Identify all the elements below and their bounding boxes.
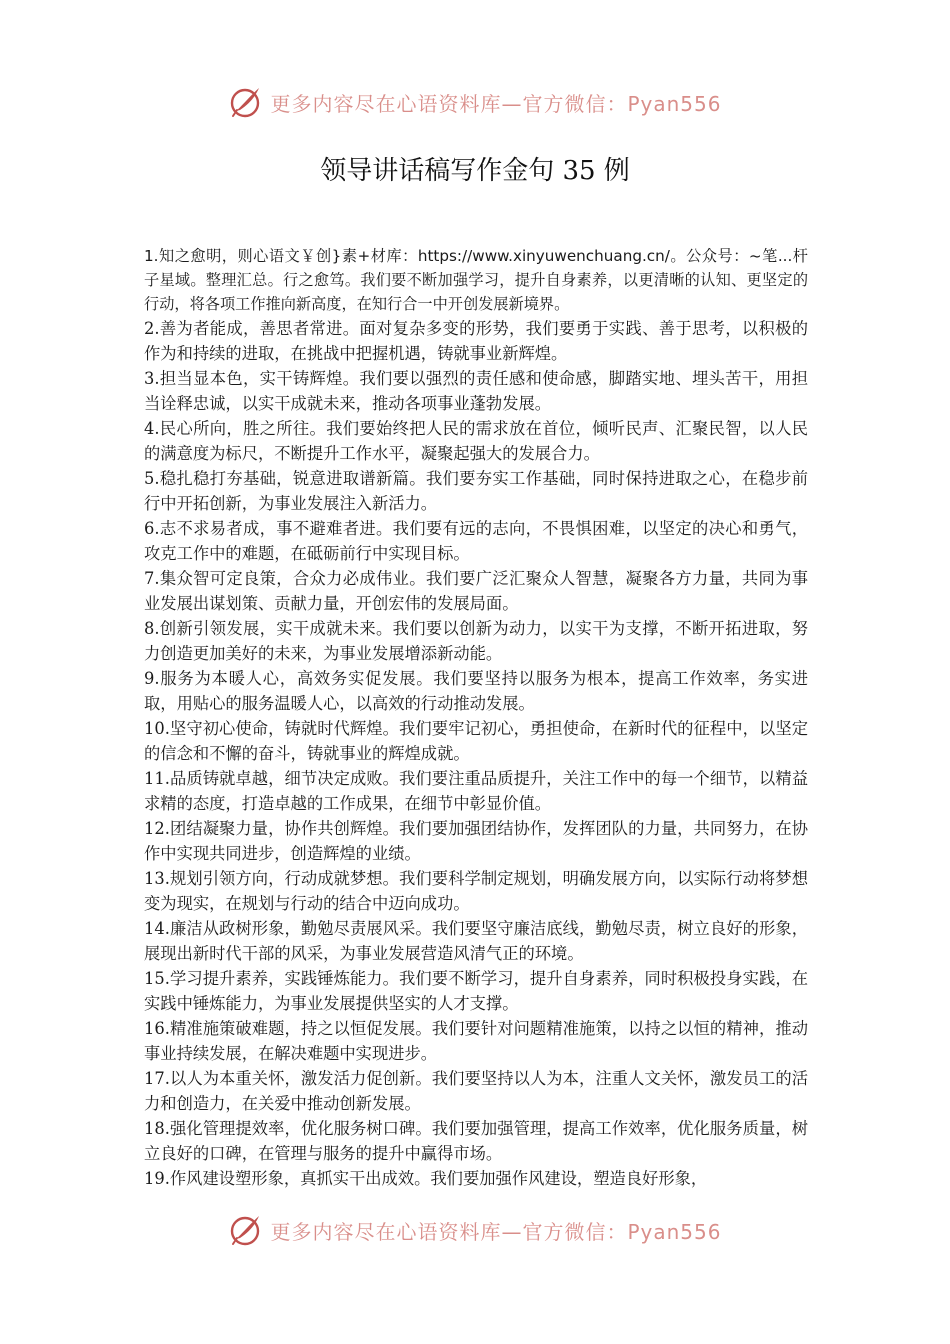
document-body [144, 244, 808, 1191]
paragraph-13: 13.规划引领方向，行动成就梦想。我们要科学制定规划，明确发展方向，以实际行动将梦想变为现实，在规划与行动的结合中迈向成功。 [144, 869, 808, 913]
paragraph-9: 9.服务为本暖人心，高效务实促发展。我们要坚持以服务为根本，提高工作效率，务实进取，用贴心的服务温暖人心，以高效的行动推动发展。 [144, 669, 808, 713]
watermark-text: 更多内容尽在心语资料库—官方微信：Pyan556 [270, 1219, 722, 1244]
paragraph-16: 16.精准施策破难题，持之以恒促发展。我们要针对问题精准施策，以持之以恒的精神，推动事业持续发展，在解决难题中实现进步。 [144, 1019, 808, 1063]
paragraph-12: 12.团结凝聚力量，协作共创辉煌。我们要加强团结协作，发挥团队的力量，共同努力，在协作中实现共同进步，创造辉煌的业绩。 [144, 819, 808, 863]
paragraph-14: 14.廉洁从政树形象，勤勉尽责展风采。我们要坚守廉洁底线，勤勉尽责，树立良好的形象，展现出新时代干部的风采，为事业发展营造风清气正的环境。 [144, 919, 808, 963]
paragraph-7: 7.集众智可定良策，合众力必成伟业。我们要广泛汇聚众人智慧，凝聚各方力量，共同为事业发展出谋划策、贡献力量，开创宏伟的发展局面。 [144, 569, 808, 613]
paragraph-4: 4.民心所向，胜之所往。我们要始终把人民的需求放在首位，倾听民声、汇聚民智，以人民的满意度为标尺，不断提升工作水平，凝聚起强大的发展合力。 [144, 419, 808, 463]
paragraph-6: 6.志不求易者成，事不避难者进。我们要有远的志向，不畏惧困难，以坚定的决心和勇气，攻克工作中的难题，在砥砺前行中实现目标。 [144, 519, 808, 563]
paragraph-2: 2.善为者能成，善思者常进。面对复杂多变的形势，我们要勇于实践、善于思考，以积极的作为和持续的进取，在挑战中把握机遇，铸就事业新辉煌。 [144, 319, 808, 363]
paragraph-3: 3.担当显本色，实干铸辉煌。我们要以强烈的责任感和使命感，脚踏实地、埋头苦干，用担当诠释忠诚，以实干成就未来，推动各项事业蓬勃发展。 [144, 369, 808, 413]
watermark-text: 更多内容尽在心语资料库—官方微信：Pyan556 [270, 91, 722, 116]
watermark-header [0, 82, 950, 122]
paragraph-15: 15.学习提升素养，实践锤炼能力。我们要不断学习，提升自身素养，同时积极投身实践，在实践中锤炼能力，为事业发展提供坚实的人才支撑。 [144, 969, 808, 1013]
paragraph-11: 11.品质铸就卓越，细节决定成败。我们要注重品质提升，关注工作中的每一个细节，以精益求精的态度，打造卓越的工作成果，在细节中彰显价值。 [144, 769, 808, 813]
paragraph-17: 17.以人为本重关怀，激发活力促创新。我们要坚持以人为本，注重人文关怀，激发员工的活力和创造力，在关爱中推动创新发展。 [144, 1069, 808, 1113]
quill-logo-icon [228, 84, 264, 120]
document-title: 领导讲话稿写作金句 35 例 [320, 156, 630, 186]
paragraph-10: 10.坚守初心使命，铸就时代辉煌。我们要牢记初心，勇担使命，在新时代的征程中，以坚定的信念和不懈的奋斗，铸就事业的辉煌成就。 [144, 719, 808, 763]
paragraph-1: 1.知之愈明，则心语文￥创}素+材库：https://www.xinyuwenchuang.cn/。公众号：~笔...杆子星域。整理汇总。行之愈笃。我们要不断加强学习，提升自身素养，以更清晰的认知、更坚定的行动，将各项工作推向新高度，在知行合一中开创发展新境界。 [144, 247, 808, 313]
paragraph-19: 19.作风建设塑形象，真抓实干出成效。我们要加强作风建设，塑造良好形象， [144, 1169, 708, 1188]
paragraph-8: 8.创新引领发展，实干成就未来。我们要以创新为动力，以实干为支撑，不断开拓进取，努力创造更加美好的未来，为事业发展增添新动能。 [144, 619, 808, 663]
paragraph-18: 18.强化管理提效率，优化服务树口碑。我们要加强管理，提高工作效率，优化服务质量，树立良好的口碑，在管理与服务的提升中赢得市场。 [144, 1119, 808, 1163]
quill-logo-icon [228, 1212, 264, 1248]
watermark-footer [0, 1210, 950, 1250]
paragraph-5: 5.稳扎稳打夯基础，锐意进取谱新篇。我们要夯实工作基础，同时保持进取之心，在稳步前行中开拓创新，为事业发展注入新活力。 [144, 469, 808, 513]
